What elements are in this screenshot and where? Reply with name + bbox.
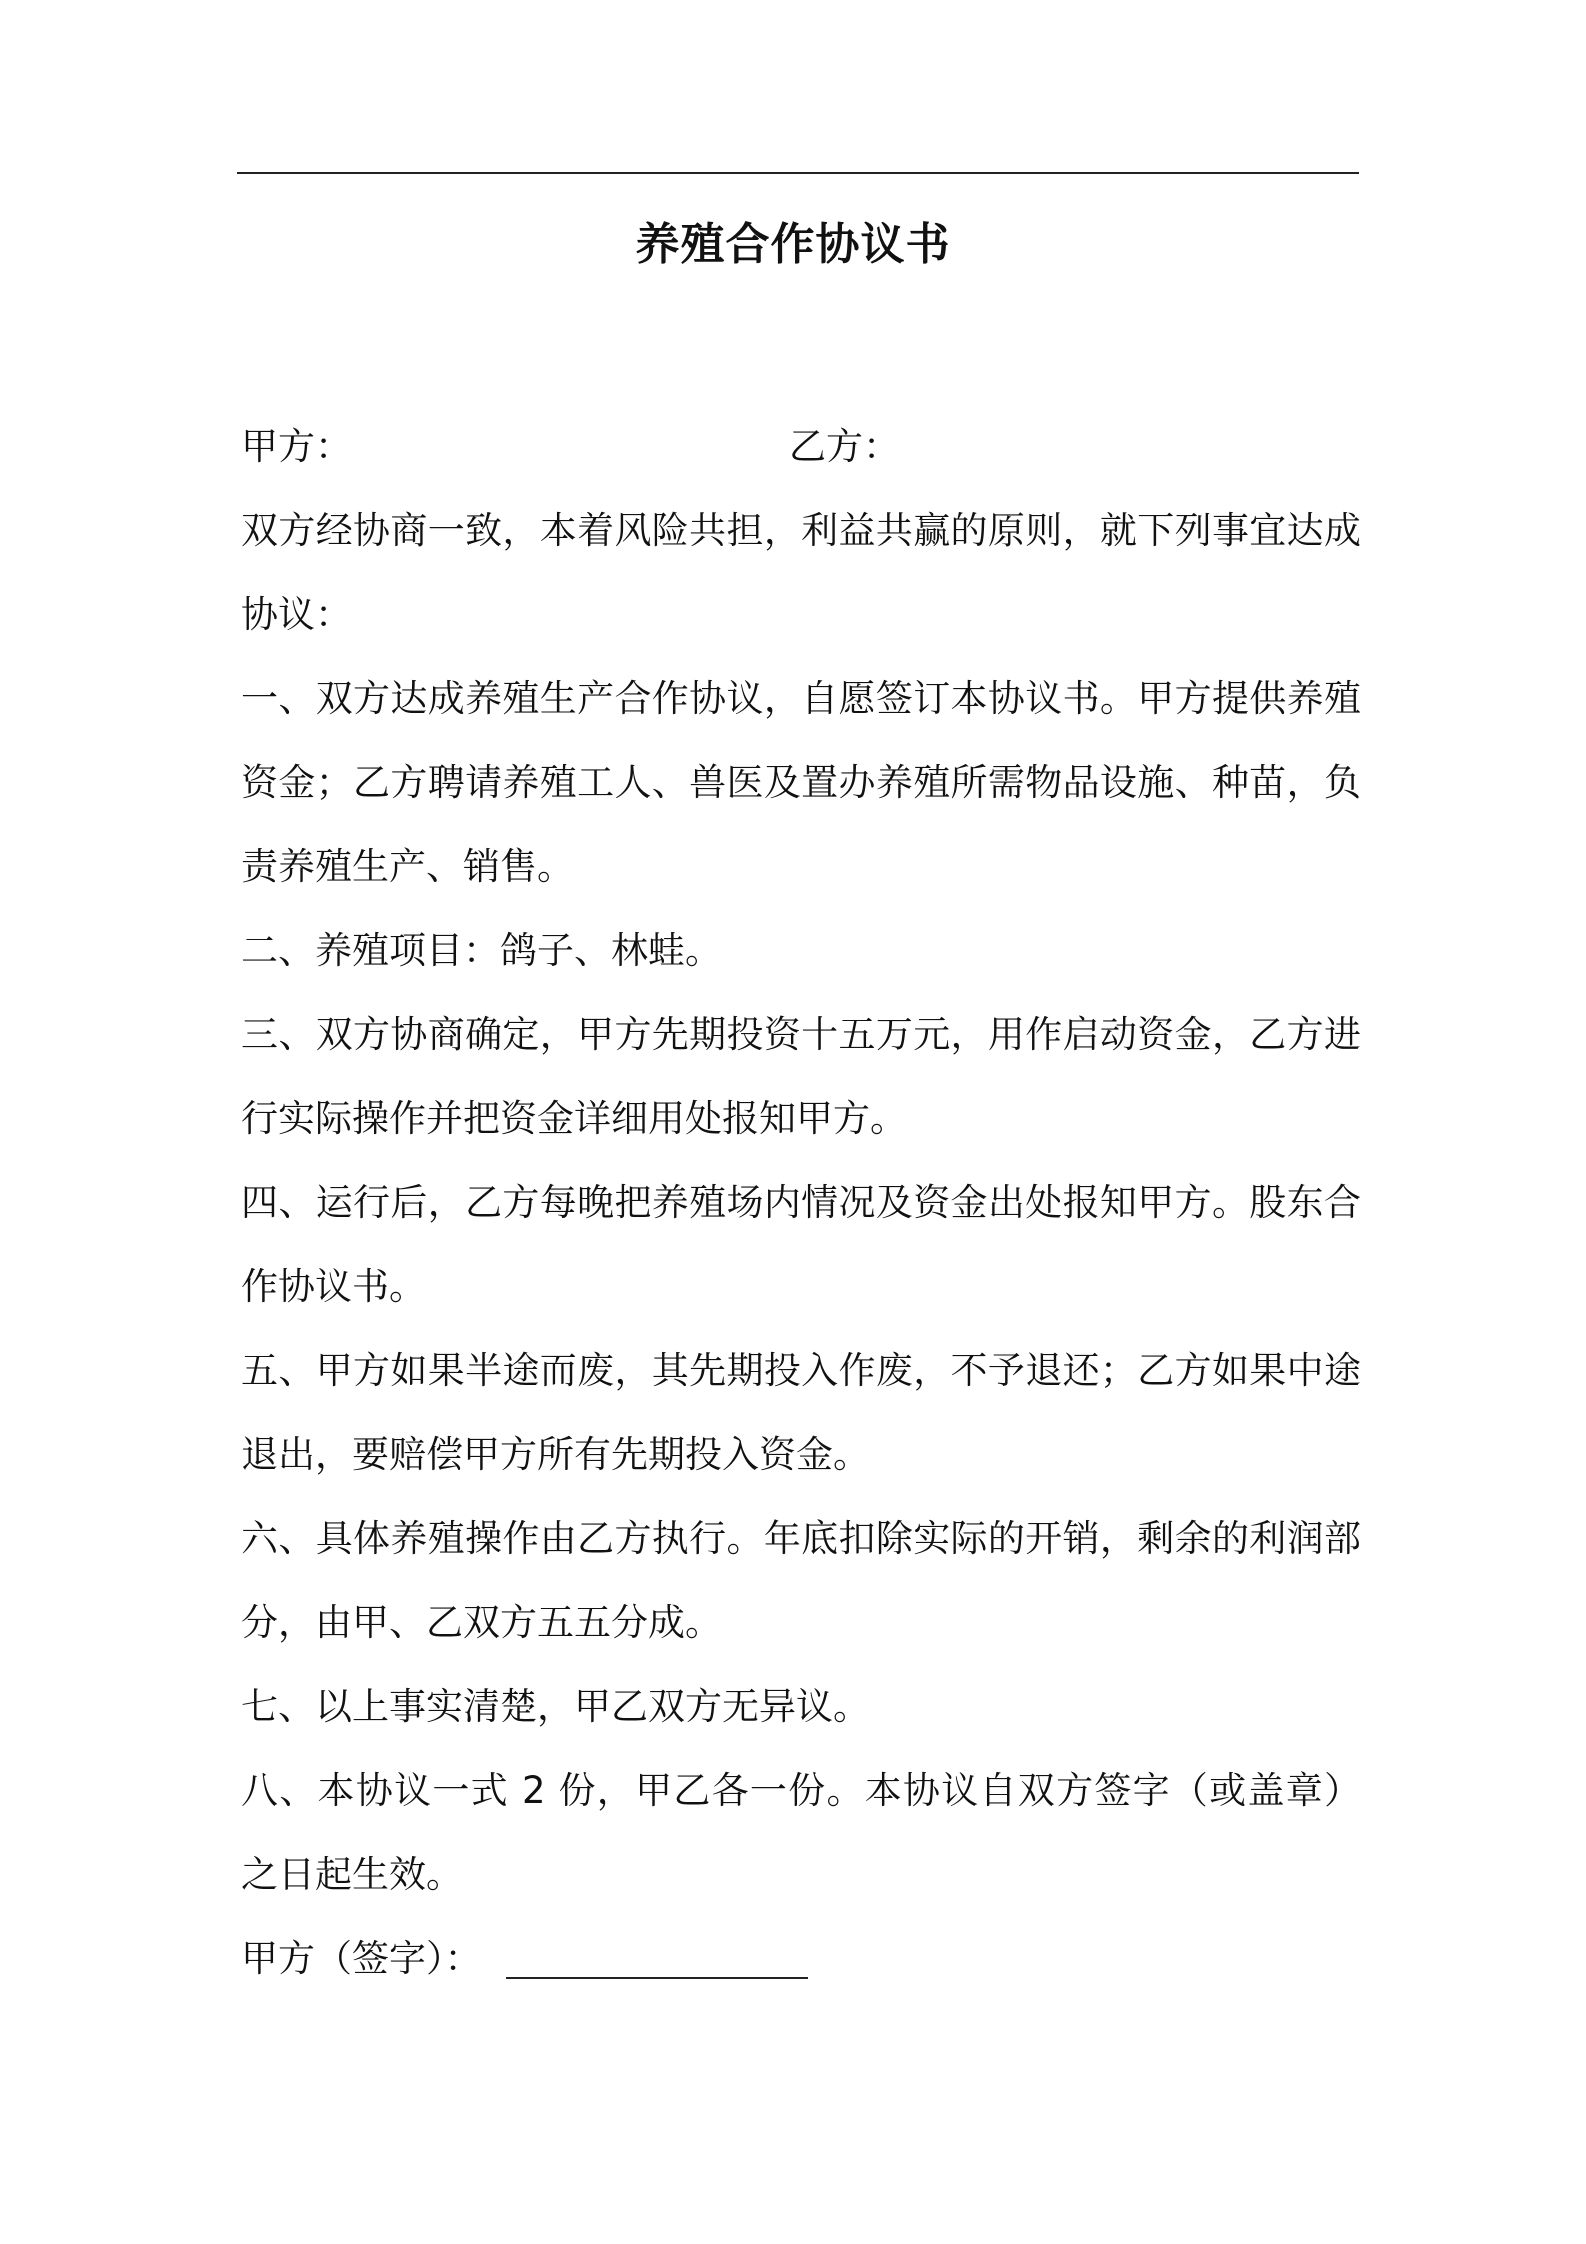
clause-5: 五、甲方如果半途而废，其先期投入作废，不予退还；乙方如果中途退出，要赔偿甲方所有先期投入资金。: [241, 1349, 1361, 1476]
document-body: [241, 405, 1361, 2001]
document-title: 养殖合作协议书: [635, 219, 951, 270]
signature-label: 甲方（签字）：: [241, 1937, 482, 1980]
clause-4: 四、运行后，乙方每晚把养殖场内情况及资金出处报知甲方。股东合作协议书。: [241, 1181, 1361, 1308]
clause-3: 三、双方协商确定，甲方先期投资十五万元，用作启动资金，乙方进行实际操作并把资金详细用处报知甲方。: [241, 1013, 1361, 1140]
clause-7: 七、以上事实清楚，甲乙双方无异议。: [241, 1685, 870, 1728]
party-a-label: 甲方：: [241, 425, 352, 468]
clause-6: 六、具体养殖操作由乙方执行。年底扣除实际的开销，剩余的利润部分，由甲、乙双方五五分成。: [241, 1517, 1361, 1644]
signature-row: [241, 1917, 1361, 2001]
clause-1: 一、双方达成养殖生产合作协议，自愿签订本协议书。甲方提供养殖资金；乙方聘请养殖工人、兽医及置办养殖所需物品设施、种苗，负责养殖生产、销售。: [241, 677, 1361, 888]
clause-2: 二、养殖项目：鸽子、林蛙。: [241, 929, 722, 972]
parties-row: [241, 405, 1361, 489]
party-b-label: 乙方：: [789, 425, 900, 468]
signature-blank-line[interactable]: [506, 1977, 808, 1979]
header-rule: [237, 172, 1359, 174]
clause-8: 八、本协议一式 2 份，甲乙各一份。本协议自双方签字（或盖章）之日起生效。: [241, 1769, 1361, 1896]
intro-paragraph: 双方经协商一致，本着风险共担，利益共赢的原则，就下列事宜达成协议：: [241, 509, 1361, 636]
